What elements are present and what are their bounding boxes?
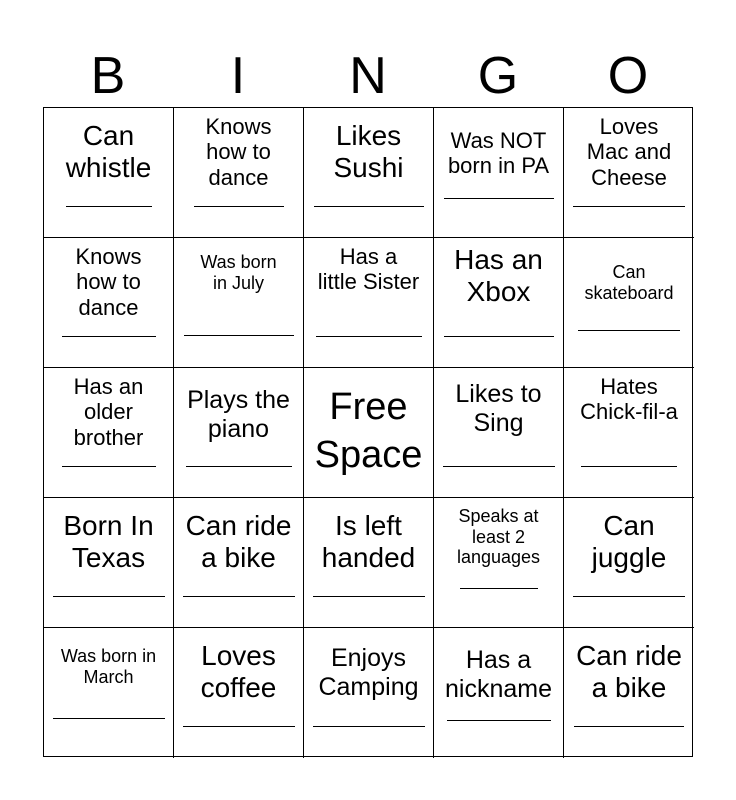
bingo-cell (304, 628, 434, 758)
signature-line (194, 206, 284, 207)
cell-text: Speaks at least 2 languages (456, 506, 541, 568)
cell-text: Plays the piano (187, 386, 290, 443)
cell-text: Can ride a bike (185, 510, 292, 574)
cell-text: Free Space (314, 386, 423, 476)
bingo-cell (44, 108, 174, 238)
bingo-cell (304, 368, 434, 498)
bingo-cell (564, 238, 694, 368)
signature-line (314, 206, 424, 207)
header-letter-i: I (230, 47, 246, 105)
header-letter-o: O (607, 47, 649, 105)
signature-line (62, 336, 156, 337)
header-letter-g: G (477, 47, 519, 105)
cell-text: Was NOT born in PA (447, 128, 550, 179)
signature-line (578, 330, 680, 331)
signature-line (460, 588, 538, 589)
bingo-cell (564, 368, 694, 498)
cell-text: Was born in July (200, 252, 277, 293)
bingo-cell (304, 238, 434, 368)
signature-line (313, 596, 425, 597)
bingo-cell (564, 498, 694, 628)
bingo-cell (304, 108, 434, 238)
bingo-cell (174, 108, 304, 238)
bingo-cell (434, 368, 564, 498)
cell-text: Can juggle (591, 510, 667, 574)
signature-line (444, 336, 554, 337)
cell-text: Loves Mac and Cheese (586, 114, 672, 190)
bingo-cell (434, 238, 564, 368)
signature-line (183, 726, 295, 727)
cell-text: Enjoys Camping (318, 644, 419, 701)
cell-text: Can skateboard (584, 262, 674, 303)
cell-text: Likes to Sing (455, 380, 542, 437)
bingo-board (43, 107, 693, 757)
bingo-cell (564, 628, 694, 758)
signature-line (313, 726, 425, 727)
bingo-cell (564, 108, 694, 238)
cell-text: Can whistle (65, 120, 152, 184)
cell-text: Has an older brother (73, 374, 144, 450)
bingo-cell (44, 238, 174, 368)
signature-line (447, 720, 551, 721)
bingo-cell (44, 368, 174, 498)
signature-line (183, 596, 295, 597)
header-letter-n: N (349, 47, 387, 105)
cell-text: Knows how to dance (75, 244, 142, 320)
signature-line (443, 466, 555, 467)
bingo-header (43, 44, 693, 108)
signature-line (316, 336, 422, 337)
bingo-cell (174, 238, 304, 368)
bingo-cell (174, 628, 304, 758)
signature-line (574, 726, 684, 727)
signature-line (184, 335, 294, 336)
signature-line (66, 206, 152, 207)
bingo-cell (44, 628, 174, 758)
signature-line (573, 206, 685, 207)
signature-line (573, 596, 685, 597)
signature-line (62, 466, 156, 467)
cell-text: Loves coffee (200, 640, 277, 704)
cell-text: Likes Sushi (333, 120, 404, 184)
bingo-cell (44, 498, 174, 628)
cell-text: Has a nickname (445, 646, 552, 703)
signature-line (444, 198, 554, 199)
signature-line (53, 596, 165, 597)
bingo-cell (174, 368, 304, 498)
bingo-cell (434, 108, 564, 238)
bingo-cell (304, 498, 434, 628)
cell-text: Hates Chick-fil-a (580, 374, 678, 425)
cell-text: Has a little Sister (317, 244, 420, 295)
cell-text: Knows how to dance (205, 114, 272, 190)
signature-line (581, 466, 677, 467)
cell-text: Born In Texas (63, 510, 154, 574)
cell-text: Is left handed (321, 510, 416, 574)
bingo-cell (434, 628, 564, 758)
bingo-cell (434, 498, 564, 628)
cell-text: Has an Xbox (454, 244, 543, 308)
signature-line (186, 466, 292, 467)
cell-text: Can ride a bike (576, 640, 682, 704)
header-letter-b: B (90, 47, 126, 105)
cell-text: Was born in March (60, 646, 157, 687)
bingo-cell (174, 498, 304, 628)
signature-line (53, 718, 165, 719)
